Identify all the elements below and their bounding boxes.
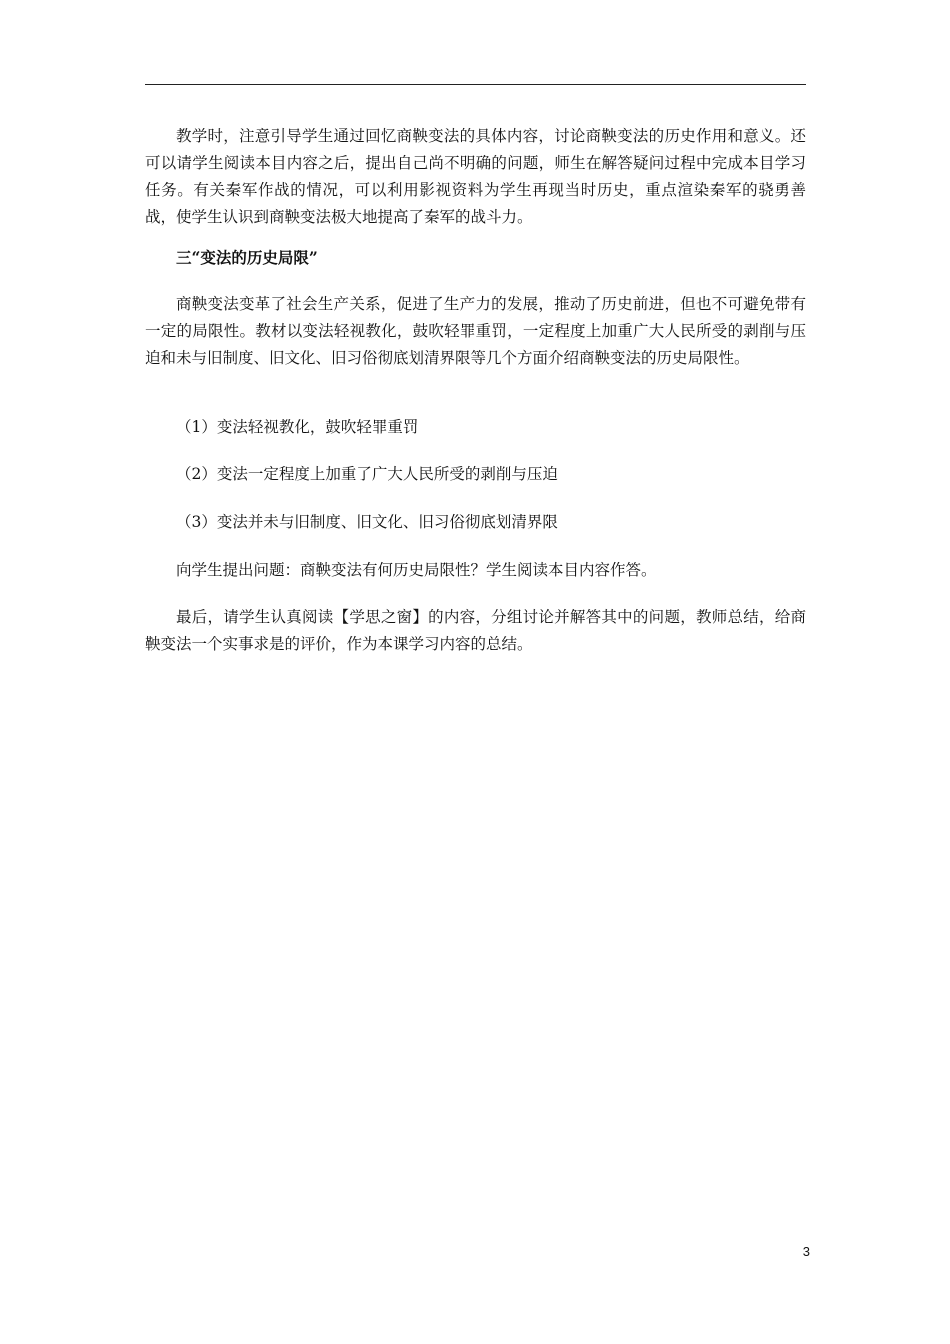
page-number: 3 [802, 1244, 810, 1259]
paragraph-teaching-method: 教学时，注意引导学生通过回忆商鞅变法的具体内容，讨论商鞅变法的历史作用和意义。还可以请学生阅读本目内容之后，提出自己尚不明确的问题，师生在解答疑问过程中完成本目学习任务。有关秦军作战的情况，可以利用影视资料为学生再现当时历史，重点渲染秦军的骁勇善战，使学生认识到商鞅变法极大地提高了秦军的战斗力。 [145, 127, 806, 226]
list-item-2: （2）变法一定程度上加重了广大人民所受的剥削与压迫 [176, 465, 558, 483]
list-item-3: （3）变法并未与旧制度、旧文化、旧习俗彻底划清界限 [176, 513, 558, 531]
paragraph-question: 向学生提出问题：商鞅变法有何历史局限性？学生阅读本目内容作答。 [176, 561, 657, 579]
section-heading-historical-limits: 三“变法的历史局限” [176, 248, 318, 267]
header-rule [145, 84, 806, 85]
list-item-1: （1）变法轻视教化，鼓吹轻罪重罚 [176, 418, 419, 436]
paragraph-conclusion: 最后，请学生认真阅读【学思之窗】的内容，分组讨论并解答其中的问题，教师总结，给商鞅变法一个实事求是的评价，作为本课学习内容的总结。 [145, 608, 806, 653]
paragraph-limitations-intro: 商鞅变法变革了社会生产关系，促进了生产力的发展，推动了历史前进，但也不可避免带有一定的局限性。教材以变法轻视教化，鼓吹轻罪重罚，一定程度上加重广大人民所受的剥削与压迫和未与旧制度、旧文化、旧习俗彻底划清界限等几个方面介绍商鞅变法的历史局限性。 [145, 295, 806, 367]
